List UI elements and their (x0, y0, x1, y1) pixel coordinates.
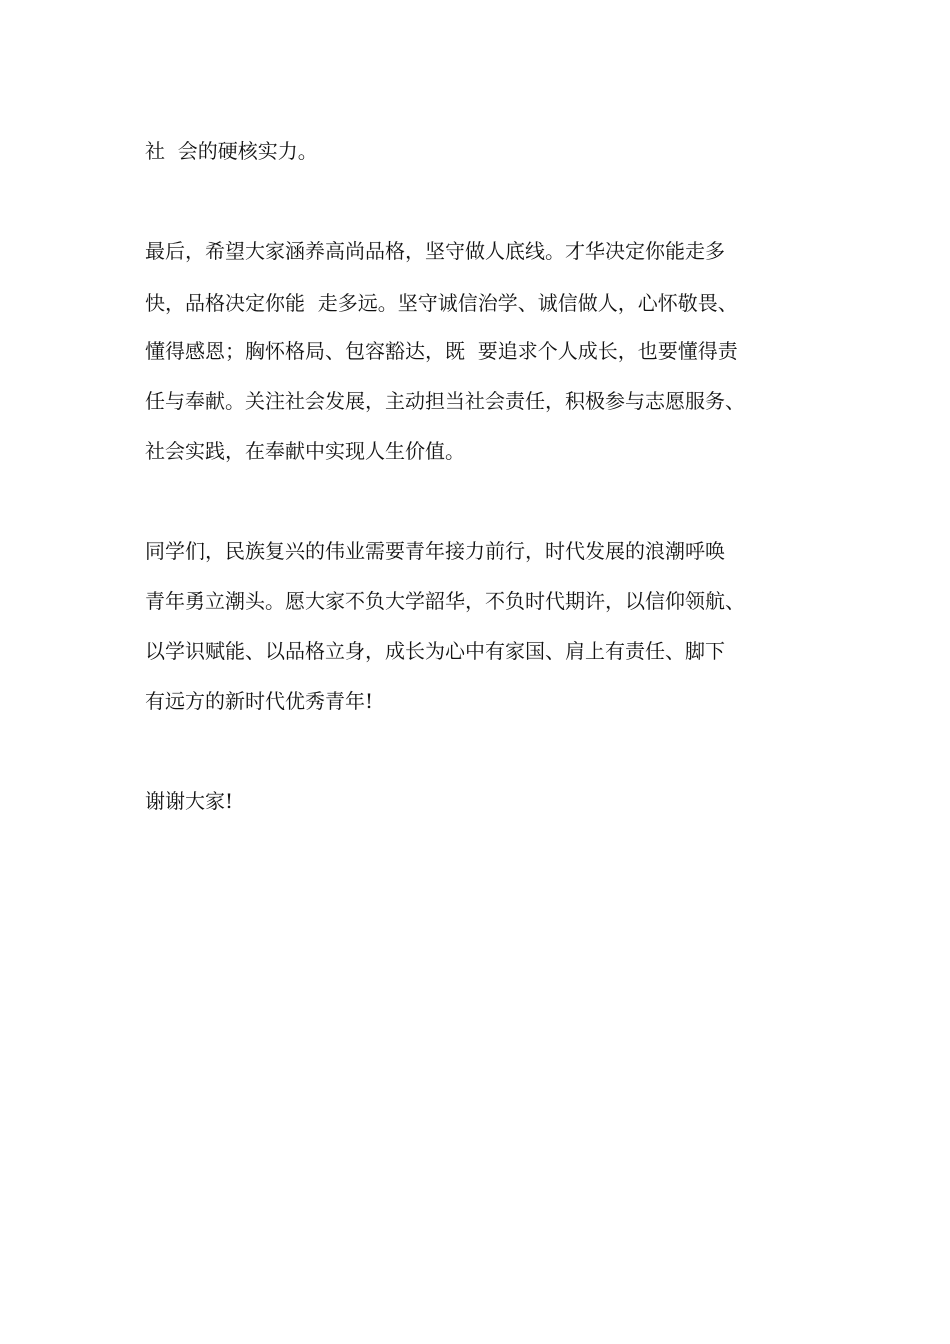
paragraph-3-line-4: 有远方的新时代优秀青年! (145, 689, 374, 713)
paragraph-2-line-3: 懂得感恩；胸怀格局、包容豁达，既 要追求个人成长，也要懂得责 (145, 339, 738, 363)
paragraph-4-line-1: 谢谢大家! (145, 789, 234, 813)
paragraph-1-line-1: 社 会的硬核实力。 (145, 139, 318, 163)
paragraph-3-line-3: 以学识赋能、以品格立身，成长为心中有家国、肩上有责任、脚下 (145, 639, 725, 663)
paragraph-2-line-2: 快，品格决定你能 走多远。坚守诚信治学、诚信做人，心怀敬畏、 (145, 291, 738, 315)
paragraph-2-line-1: 最后，希望大家涵养高尚品格，坚守做人底线。才华决定你能走多 (145, 239, 725, 263)
paragraph-3-line-1: 同学们，民族复兴的伟业需要青年接力前行，时代发展的浪潮呼唤 (145, 539, 725, 563)
paragraph-3-line-2: 青年勇立潮头。愿大家不负大学韶华，不负时代期许，以信仰领航、 (145, 589, 745, 613)
paragraph-2-line-4: 任与奉献。关注社会发展，主动担当社会责任，积极参与志愿服务、 (145, 389, 745, 413)
paragraph-2-line-5: 社会实践，在奉献中实现人生价值。 (145, 439, 465, 463)
